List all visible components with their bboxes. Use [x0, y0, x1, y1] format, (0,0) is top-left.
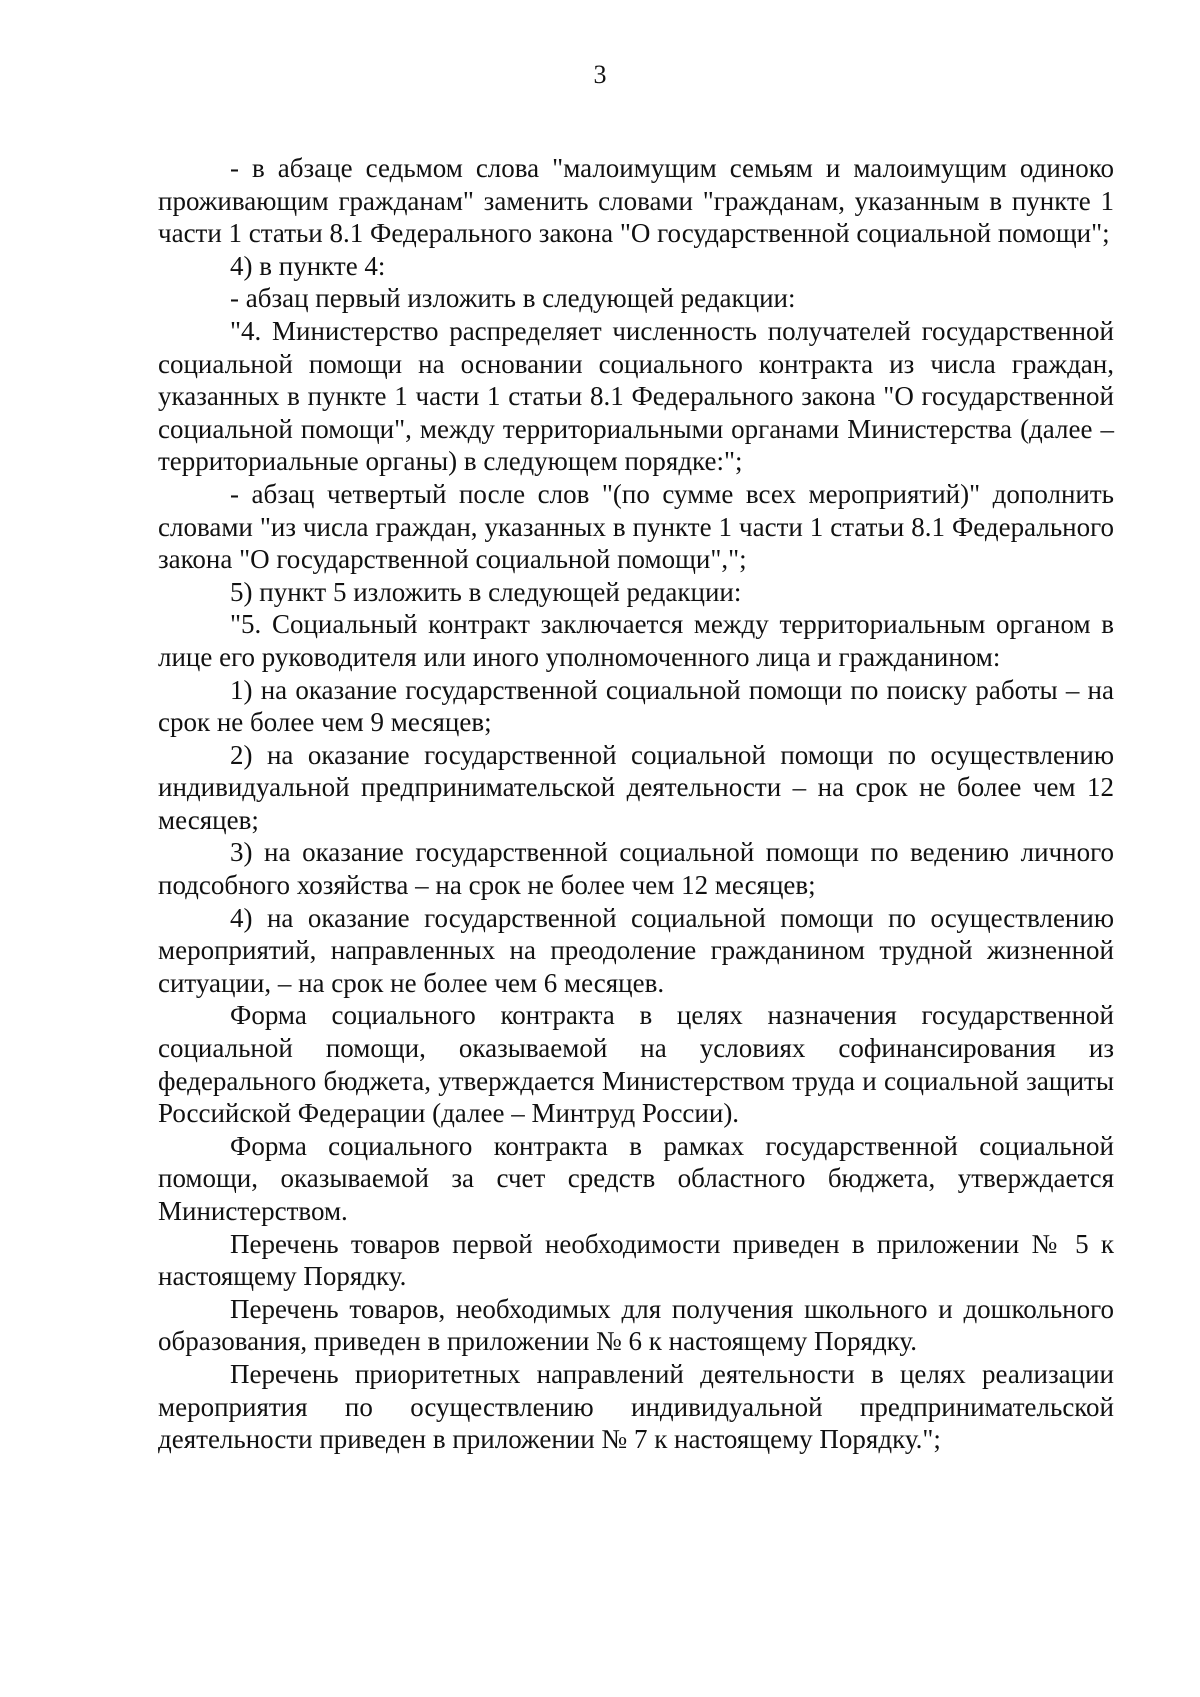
paragraph: - абзац первый изложить в следующей редакции:	[230, 283, 796, 314]
document-body	[158, 152, 1114, 1456]
paragraph: "4. Министерство распределяет численность получателей государственной социальной помощи на основании социального контракта из числа граждан, указанных в пункте 1 части 1 статьи 8.1 Федерального закона "О государственной социальной помощи", между территориальными органами Министерства (далее – территориальные органы) в следующем порядке:";	[158, 315, 1114, 477]
paragraph: 3) на оказание государственной социальной помощи по ведению личного подсобного хозяйства – на срок не более чем 12 месяцев;	[158, 837, 1114, 901]
paragraph: - в абзаце седьмом слова "малоимущим семьям и малоимущим одиноко проживающим гражданам" заменить словами "гражданам, указанным в пункте 1 части 1 статьи 8.1 Федерального закона "О государственной социальной помощи";	[158, 153, 1114, 249]
paragraph: Форма социального контракта в рамках государственной социальной помощи, оказываемой за счет средств областного бюджета, утверждается Министерством.	[158, 1130, 1114, 1226]
paragraph: 4) на оказание государственной социальной помощи по осуществлению мероприятий, направленных на преодоление гражданином трудной жизненной ситуации, – на срок не более чем 6 месяцев.	[158, 902, 1114, 998]
paragraph: 5) пункт 5 изложить в следующей редакции:	[230, 576, 742, 607]
paragraph: "5. Социальный контракт заключается между территориальным органом в лице его руководителя или иного уполномоченного лица и гражданином:	[158, 609, 1114, 672]
paragraph: Перечень приоритетных направлений деятельности в целях реализации мероприятия по осуществлению индивидуальной предпринимательской деятельности приведен в приложении № 7 к настоящему Порядку.";	[158, 1358, 1114, 1455]
paragraph: 2) на оказание государственной социальной помощи по осуществлению индивидуальной предпринимательской деятельности – на срок не более чем 12 месяцев;	[158, 739, 1114, 835]
paragraph: 4) в пункте 4:	[230, 250, 386, 281]
paragraph: Перечень товаров, необходимых для получения школьного и дошкольного образования, приведен в приложении № 6 к настоящему Порядку.	[158, 1293, 1114, 1357]
paragraph: Перечень товаров первой необходимости приведен в приложении № 5 к настоящему Порядку.	[158, 1228, 1114, 1292]
paragraph: - абзац четвертый после слов "(по сумме всех мероприятий)" дополнить словами "из числа граждан, указанных в пункте 1 части 1 статьи 8.1 Федерального закона "О государственной социальной помощи",";	[158, 478, 1114, 575]
paragraph: Форма социального контракта в целях назначения государственной социальной помощи, оказываемой на условиях софинансирования из федерального бюджета, утверждается Министерством труда и социальной защиты Российской Федерации (далее – Минтруд России).	[158, 1000, 1114, 1129]
page-number: 3	[593, 60, 607, 89]
paragraph: 1) на оказание государственной социальной помощи по поиску работы – на срок не более чем 9 месяцев;	[158, 674, 1114, 738]
